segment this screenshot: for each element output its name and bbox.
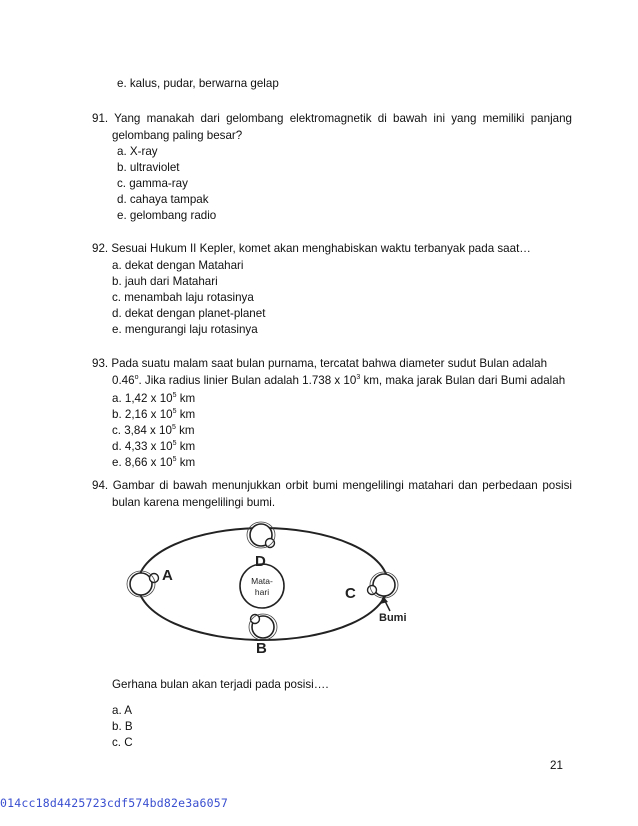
earth-position-c	[368, 572, 399, 598]
q92-option-b: b. jauh dari Matahari	[112, 275, 218, 288]
q92-option-a: a. dekat dengan Matahari	[112, 259, 244, 272]
q94-option-c: c. C	[112, 736, 133, 749]
q90-option-e: e. kalus, pudar, berwarna gelap	[117, 77, 279, 90]
sun-label-line2: hari	[254, 587, 270, 597]
q91-option-e: e. gelombang radio	[117, 209, 217, 222]
q91-option-c: c. gamma-ray	[117, 177, 188, 190]
q91-option-d: d. cahaya tampak	[117, 193, 209, 206]
q94-stem-line1: 94. Gambar di bawah menunjukkan orbit bumi mengelilingi matahari dan perbedaan posisi	[92, 479, 572, 492]
sun-label-line1: Mata-	[251, 576, 273, 586]
q93-option-d: d. 4,33 x $10^5$ km	[112, 440, 196, 453]
q93-option-b: b. 2,16 x $10^5$ km	[112, 408, 196, 421]
label-b: B	[256, 640, 267, 657]
q93-option-c: c. 3,84 x $10^5$ km	[112, 424, 195, 437]
q94-option-b: b. B	[112, 720, 133, 733]
q92-option-e: e. mengurangi laju rotasinya	[112, 323, 258, 336]
label-a: A	[162, 567, 173, 584]
moon-c	[368, 586, 377, 595]
label-bumi: Bumi	[379, 612, 407, 624]
earth-position-d	[247, 522, 275, 548]
q93-stem-line1: 93. Pada suatu malam saat bulan purnama, tercatat bahwa diameter sudut Bulan adalah	[92, 357, 548, 370]
footer-hash: 014cc18d4425723cdf574bd82e3a6057	[0, 796, 228, 810]
label-d: D	[255, 553, 266, 570]
q93-option-a: a. 1,42 x $10^5$ km	[112, 392, 196, 405]
q92-stem: 92. Sesuai Hukum II Kepler, komet akan menghabiskan waktu terbanyak pada saat…	[92, 242, 531, 255]
q94-option-a: a. A	[112, 704, 132, 717]
page-number: 21	[550, 759, 563, 772]
moon-d	[266, 539, 275, 548]
q93-stem-line2: 0.46$^o$. Jika radius linier Bulan adalah 1.738 x $10^3$ km, maka jarak Bulan dari Bumi adalah	[112, 374, 566, 387]
earth-position-a	[127, 571, 159, 597]
q91-stem-line1: 91. Yang manakah dari gelombang elektromagnetik di bawah ini yang memiliki panjang	[92, 112, 572, 125]
q92-option-c: c. menambah laju rotasinya	[112, 291, 254, 304]
label-c: C	[345, 585, 356, 602]
q91-option-a: a. X-ray	[117, 145, 158, 158]
q92-option-d: d. dekat dengan planet-planet	[112, 307, 266, 320]
sun	[240, 564, 284, 608]
q94-question: Gerhana bulan akan terjadi pada posisi….	[112, 678, 329, 691]
q91-stem-line2: gelombang paling besar?	[112, 129, 243, 142]
q91-option-b: b. ultraviolet	[117, 161, 180, 174]
q94-stem-line2: bulan karena mengelilingi bumi.	[112, 496, 276, 509]
q93-option-e: e. 8,66 x $10^5$ km	[112, 456, 196, 469]
earth-position-b	[249, 614, 277, 640]
